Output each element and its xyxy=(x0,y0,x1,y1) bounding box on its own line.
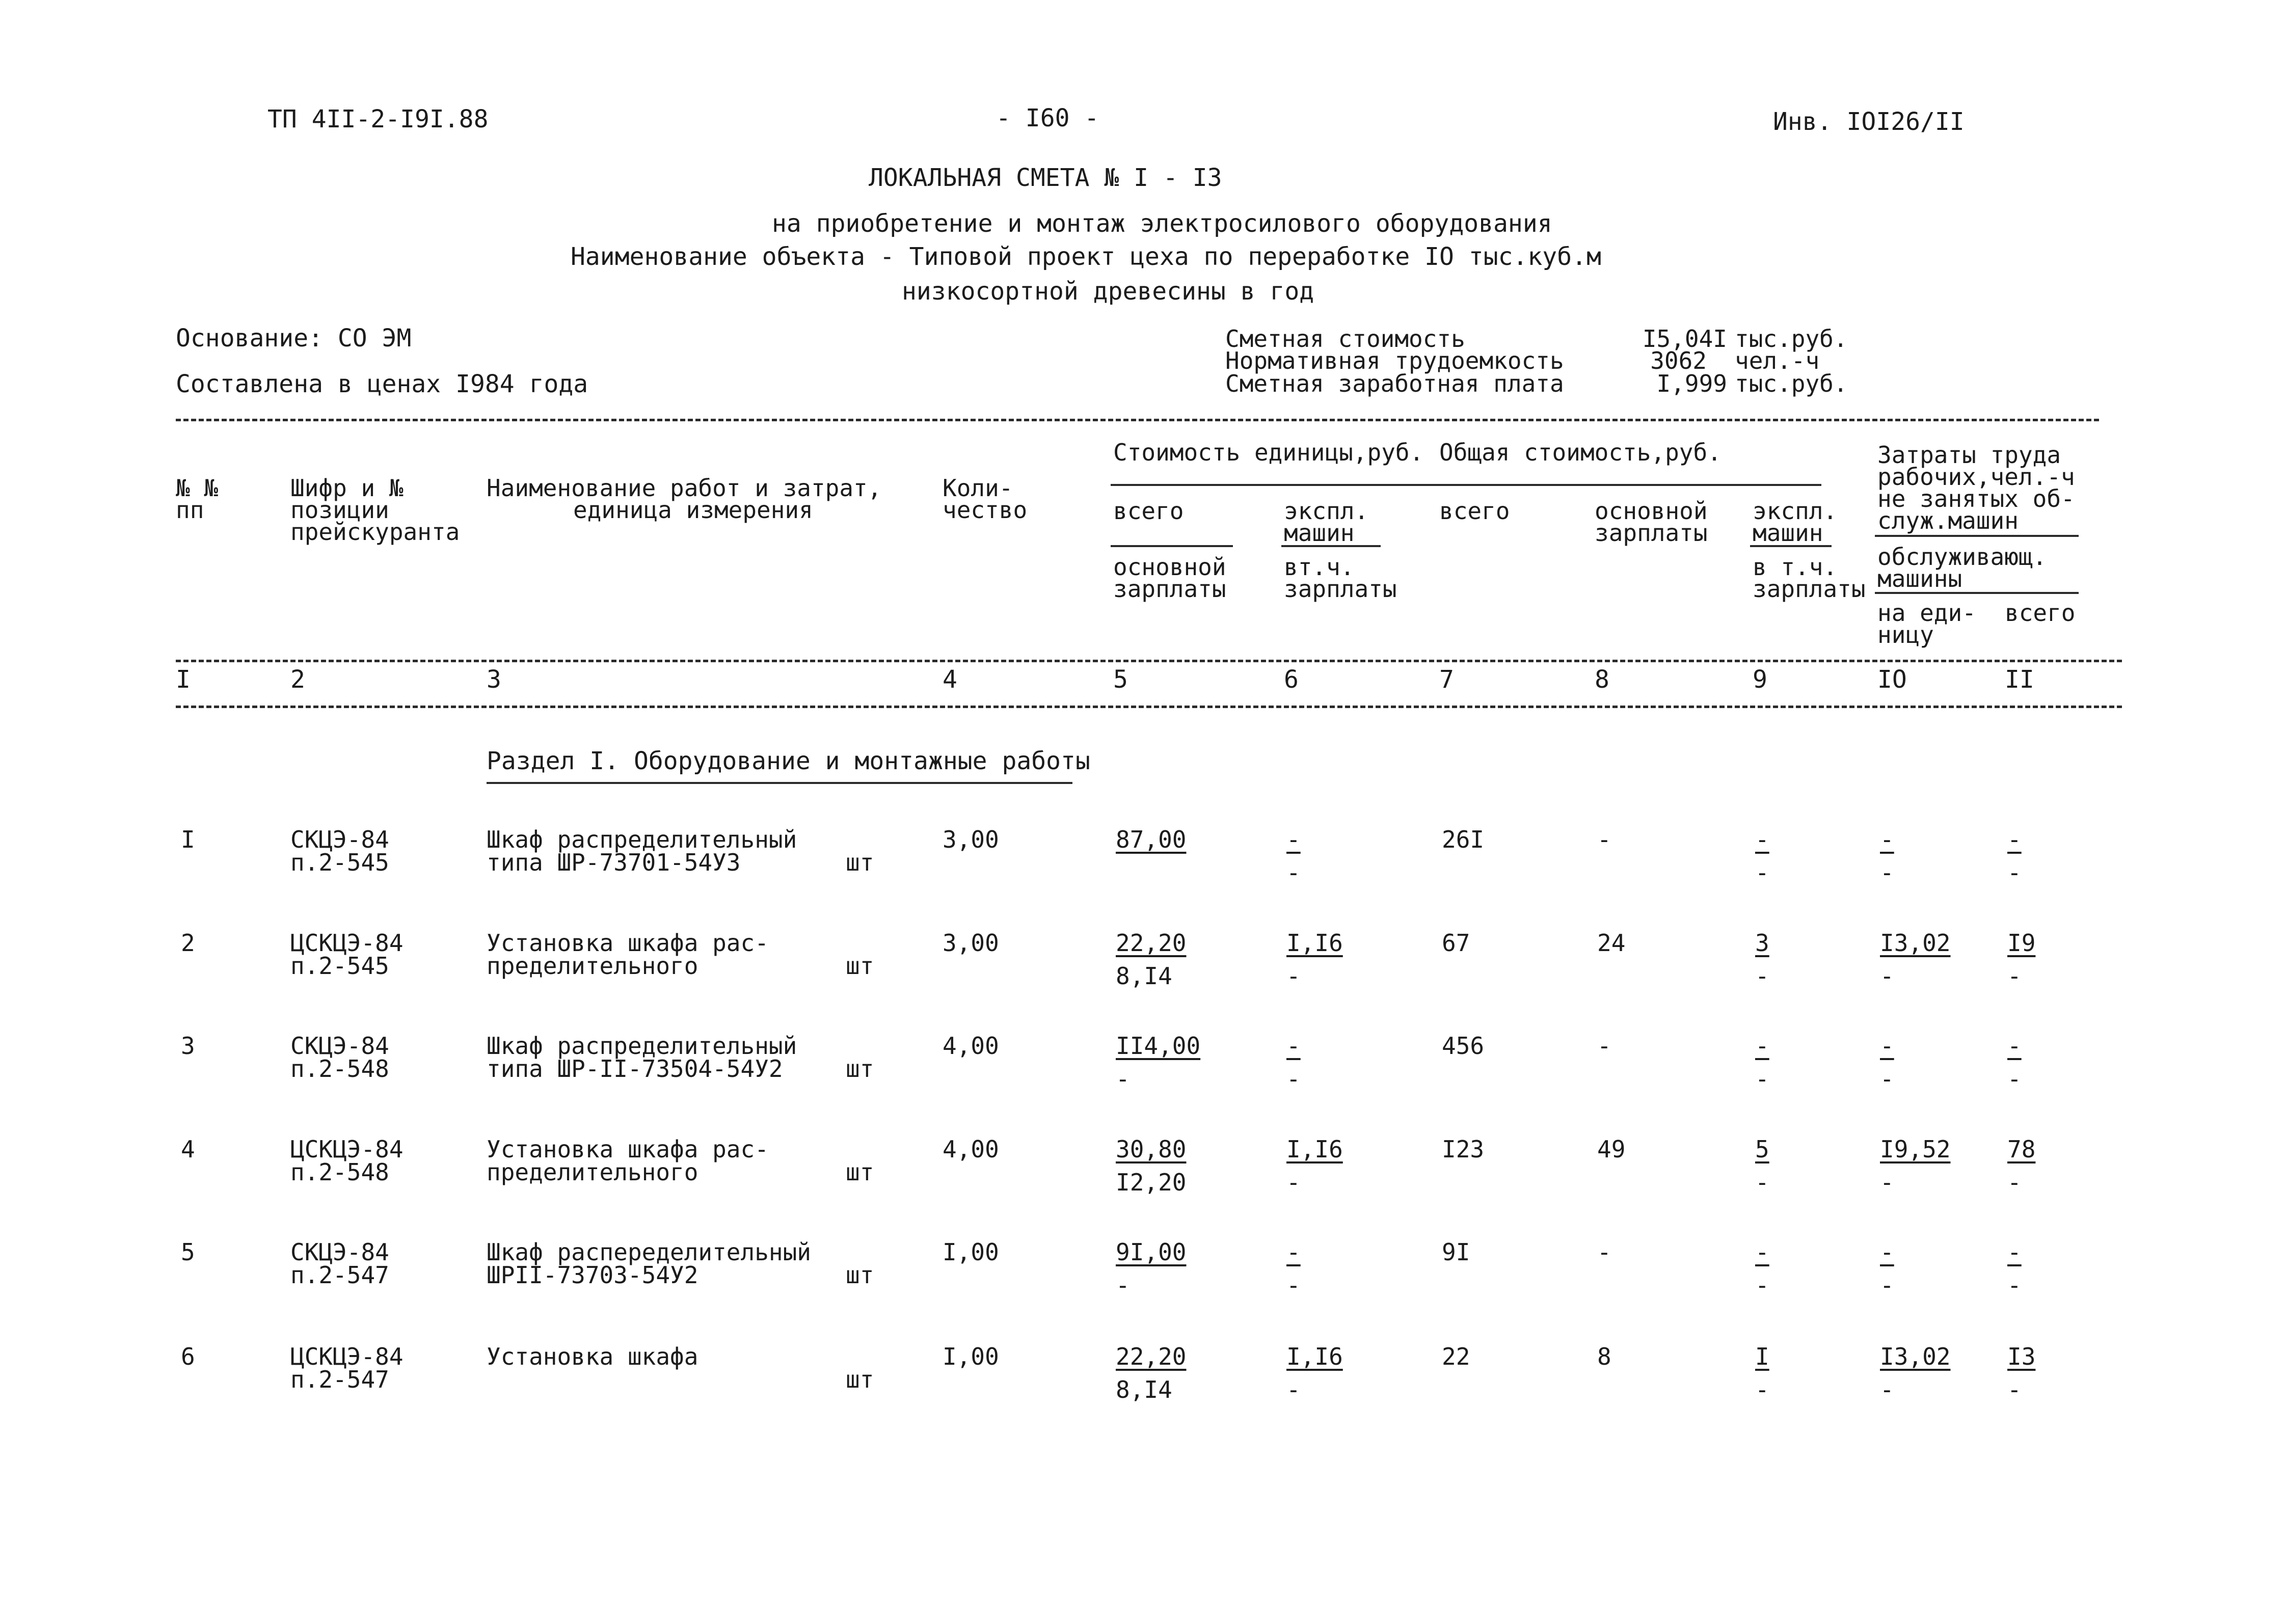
cell-unit-machine: - xyxy=(1286,1032,1301,1060)
section-title: Раздел I. Оборудование и монтажные работы xyxy=(487,747,1090,775)
col2-header: прейскуранта xyxy=(290,518,460,546)
cell-code: ЦСКЦЭ-84 xyxy=(290,1135,404,1163)
col4-header: Коли- xyxy=(943,474,1013,502)
cell-name: Установка шкафа xyxy=(487,1343,698,1370)
col5-header: всего xyxy=(1113,497,1184,525)
col3-header: Наименование работ и затрат, xyxy=(487,474,882,502)
cell-labor-total: - xyxy=(2007,1032,2022,1060)
cell-quantity: 4,00 xyxy=(943,1032,999,1060)
col6-header: экспл. xyxy=(1284,497,1369,525)
labor-sub-header: машины xyxy=(1877,565,1962,592)
cell-unit: шт xyxy=(846,1055,874,1082)
cell-number: 5 xyxy=(181,1238,195,1266)
cell-labor-per-unit: - xyxy=(1880,826,1894,853)
cell-unit-cost-total: 30,80 xyxy=(1116,1135,1187,1163)
cell-unit: шт xyxy=(846,1366,874,1393)
cell-code: СКЦЭ-84 xyxy=(290,826,389,853)
col8-header: основной xyxy=(1595,497,1708,525)
cell-labor-per-unit: I3,02 xyxy=(1880,1343,1951,1370)
cell-name: ШРII-73703-54У2 xyxy=(487,1261,698,1289)
col10-header: ницу xyxy=(1877,621,1934,648)
cell-code: ЦСКЦЭ-84 xyxy=(290,929,404,957)
cell-code: п.2-548 xyxy=(290,1055,389,1082)
cell-labor-per-unit-service: - xyxy=(1880,1271,1894,1299)
cell-code: СКЦЭ-84 xyxy=(290,1238,389,1266)
title-line-object-cont: низкосортной древесины в год xyxy=(902,277,1314,306)
section-title-rule xyxy=(487,782,1072,784)
cell-quantity: I,00 xyxy=(943,1343,999,1370)
labor-group-header: не занятых об- xyxy=(1877,485,2075,512)
cell-labor-per-unit: I3,02 xyxy=(1880,929,1951,957)
cell-total-machine: 3 xyxy=(1755,929,1769,957)
cell-unit-cost-wage: - xyxy=(1116,1271,1130,1299)
cell-name: типа ШР-II-73504-54У2 xyxy=(487,1055,783,1082)
cell-labor-per-unit-service: - xyxy=(1880,1169,1894,1196)
cell-total-machine: I xyxy=(1755,1343,1769,1370)
cell-unit-machine: I,I6 xyxy=(1286,1343,1343,1370)
cell-unit-cost-wage: 8,I4 xyxy=(1116,962,1172,990)
summary-label: Нормативная трудоемкость xyxy=(1225,347,1564,374)
col1-header: № № xyxy=(176,474,219,502)
cell-total-machine: 5 xyxy=(1755,1135,1769,1163)
cell-unit-machine: I,I6 xyxy=(1286,929,1343,957)
header-mid-rule xyxy=(176,660,2122,662)
col6-rule xyxy=(1281,545,1381,547)
col5-rule xyxy=(1111,545,1233,547)
title-line-purpose: на приобретение и монтаж электросилового оборудования xyxy=(772,209,1552,238)
col7-header: всего xyxy=(1439,497,1510,525)
cell-total-cost: 456 xyxy=(1442,1032,1485,1060)
cell-labor-per-unit-service: - xyxy=(1880,962,1894,990)
cell-unit-machine: - xyxy=(1286,826,1301,853)
cell-total-cost: 67 xyxy=(1442,929,1470,957)
col11-header: всего xyxy=(2005,599,2076,627)
column-number: II xyxy=(2005,665,2034,694)
cell-unit-machine-wage: - xyxy=(1286,859,1301,886)
title-line-object: Наименование объекта - Типовой проект цеха по переработке IO тыс.куб.м xyxy=(571,242,1601,271)
cell-name: типа ШР-73701-54У3 xyxy=(487,849,741,876)
col9-header: зарплаты xyxy=(1753,575,1866,603)
cell-unit-machine: I,I6 xyxy=(1286,1135,1343,1163)
labor-group-header: рабочих,чел.-ч xyxy=(1877,463,2075,491)
cell-number: 4 xyxy=(181,1135,195,1163)
cell-number: 2 xyxy=(181,929,195,957)
column-number: 5 xyxy=(1113,665,1128,694)
cell-name: Шкаф распределительный xyxy=(487,826,797,853)
cell-labor-total: - xyxy=(2007,826,2022,853)
col2-header: позиции xyxy=(290,496,389,524)
cell-total-wage: 49 xyxy=(1597,1135,1626,1163)
summary-unit: чел.-ч xyxy=(1735,347,1820,374)
summary-unit: тыс.руб. xyxy=(1735,325,1848,353)
cell-unit-machine-wage: - xyxy=(1286,1271,1301,1299)
cell-code: п.2-547 xyxy=(290,1366,389,1393)
cell-labor-total: 78 xyxy=(2007,1135,2036,1163)
cell-total-wage: - xyxy=(1597,826,1611,853)
col4-header: чество xyxy=(943,496,1028,524)
cell-unit-cost-total: 22,20 xyxy=(1116,929,1187,957)
cell-name: Установка шкафа рас- xyxy=(487,1135,769,1163)
cell-labor-per-unit-service: - xyxy=(1880,1376,1894,1403)
cell-labor-per-unit: - xyxy=(1880,1032,1894,1060)
col3-header: единица измерения xyxy=(573,496,813,524)
cell-name: пределительного xyxy=(487,1158,698,1186)
cell-labor-total-service: - xyxy=(2007,859,2022,886)
cell-total-cost: 26I xyxy=(1442,826,1485,853)
column-number: 3 xyxy=(487,665,501,694)
cell-labor-per-unit-service: - xyxy=(1880,859,1894,886)
cell-unit-cost-total: 87,00 xyxy=(1116,826,1187,853)
cell-name: Установка шкафа рас- xyxy=(487,929,769,957)
cell-total-wage: - xyxy=(1597,1032,1611,1060)
cell-unit: шт xyxy=(846,952,874,980)
basis-line: Основание: СО ЭМ xyxy=(176,324,412,353)
col9-header: машин xyxy=(1753,519,1823,547)
total-cost-group-header: Общая стоимость,руб. xyxy=(1439,439,1722,466)
cell-total-wage: - xyxy=(1597,1238,1611,1266)
page-number: - I60 - xyxy=(996,104,1099,132)
cell-quantity: I,00 xyxy=(943,1238,999,1266)
col6-header: машин xyxy=(1284,519,1355,547)
cell-number: 6 xyxy=(181,1343,195,1370)
header-bottom-rule xyxy=(176,706,2122,708)
col1-header: пп xyxy=(176,496,204,524)
col8-header: зарплаты xyxy=(1595,519,1708,547)
cell-total-machine-wage: - xyxy=(1755,1169,1769,1196)
summary-unit: тыс.руб. xyxy=(1735,370,1848,397)
cell-total-machine: - xyxy=(1755,1032,1769,1060)
cell-total-wage: 8 xyxy=(1597,1343,1611,1370)
cell-unit: шт xyxy=(846,1158,874,1186)
cell-unit: шт xyxy=(846,1261,874,1289)
column-number: 7 xyxy=(1439,665,1454,694)
cell-name: Шкаф распределительный xyxy=(487,1032,797,1060)
cell-code: п.2-545 xyxy=(290,849,389,876)
summary-value: I,999 xyxy=(1656,370,1727,397)
cell-unit-cost-total: 9I,00 xyxy=(1116,1238,1187,1266)
cell-number: 3 xyxy=(181,1032,195,1060)
cell-unit-cost-wage: - xyxy=(1116,1065,1130,1093)
col10-header: на еди- xyxy=(1877,599,1976,627)
cell-total-machine-wage: - xyxy=(1755,1271,1769,1299)
summary-value: 3062 xyxy=(1650,347,1707,374)
cell-labor-total-service: - xyxy=(2007,1376,2022,1403)
cell-total-machine: - xyxy=(1755,826,1769,853)
unit-cost-group-header: Стоимость единицы,руб. xyxy=(1113,439,1424,466)
cell-unit-cost-wage: I2,20 xyxy=(1116,1169,1187,1196)
column-number: 6 xyxy=(1284,665,1299,694)
cell-code: п.2-545 xyxy=(290,952,389,980)
col9-header: в т.ч. xyxy=(1753,553,1838,581)
cell-labor-total-service: - xyxy=(2007,962,2022,990)
cell-unit-cost-wage: 8,I4 xyxy=(1116,1376,1172,1403)
labor-sub-header: обслуживающ. xyxy=(1877,543,2047,571)
cell-total-machine-wage: - xyxy=(1755,859,1769,886)
cell-unit-machine-wage: - xyxy=(1286,962,1301,990)
cell-unit-machine-wage: - xyxy=(1286,1065,1301,1093)
cell-unit-cost-total: 22,20 xyxy=(1116,1343,1187,1370)
col9-rule xyxy=(1750,545,1832,547)
cell-total-machine-wage: - xyxy=(1755,962,1769,990)
header-top-rule xyxy=(176,419,2099,421)
cell-total-machine: - xyxy=(1755,1238,1769,1266)
column-number: I xyxy=(176,665,191,694)
cell-labor-total: - xyxy=(2007,1238,2022,1266)
group-rule xyxy=(1111,484,1821,486)
column-number: IO xyxy=(1877,665,1907,694)
cell-labor-total: I3 xyxy=(2007,1343,2036,1370)
cell-total-wage: 24 xyxy=(1597,929,1626,957)
cell-code: СКЦЭ-84 xyxy=(290,1032,389,1060)
cell-unit: шт xyxy=(846,849,874,876)
prices-line: Составлена в ценах I984 года xyxy=(176,370,588,398)
cell-labor-total-service: - xyxy=(2007,1169,2022,1196)
col5-header: зарплаты xyxy=(1113,575,1226,603)
cell-unit-machine: - xyxy=(1286,1238,1301,1266)
cell-quantity: 3,00 xyxy=(943,826,999,853)
cell-quantity: 3,00 xyxy=(943,929,999,957)
cell-unit-machine-wage: - xyxy=(1286,1376,1301,1403)
col2-header: Шифр и № xyxy=(290,474,404,502)
cell-total-cost: 9I xyxy=(1442,1238,1470,1266)
column-number: 4 xyxy=(943,665,957,694)
col6-header: зарплаты xyxy=(1284,575,1397,603)
cell-quantity: 4,00 xyxy=(943,1135,999,1163)
col5-header: основной xyxy=(1113,553,1226,581)
estimate-title: ЛОКАЛЬНАЯ СМЕТА № I - I3 xyxy=(869,164,1222,192)
cell-name: Шкаф распеределительный xyxy=(487,1238,811,1266)
labor-group-header: служ.машин xyxy=(1877,507,2019,534)
summary-label: Сметная стоимость xyxy=(1225,325,1465,353)
cell-labor-total: I9 xyxy=(2007,929,2036,957)
cell-unit-cost-total: II4,00 xyxy=(1116,1032,1201,1060)
document-code: ТП 4II-2-I9I.88 xyxy=(267,105,489,133)
cell-labor-total-service: - xyxy=(2007,1271,2022,1299)
cell-labor-per-unit-service: - xyxy=(1880,1065,1894,1093)
cell-labor-per-unit: I9,52 xyxy=(1880,1135,1951,1163)
cell-labor-per-unit: - xyxy=(1880,1238,1894,1266)
inventory-number: Инв. IOI26/II xyxy=(1773,107,1965,136)
cell-code: п.2-547 xyxy=(290,1261,389,1289)
labor-rule xyxy=(1875,535,2079,537)
summary-label: Сметная заработная плата xyxy=(1225,370,1564,397)
column-number: 8 xyxy=(1595,665,1609,694)
labor-group-header: Затраты труда xyxy=(1877,441,2061,469)
cell-code: п.2-548 xyxy=(290,1158,389,1186)
cell-total-cost: I23 xyxy=(1442,1135,1485,1163)
column-number: 2 xyxy=(290,665,305,694)
column-number: 9 xyxy=(1753,665,1767,694)
summary-value: I5,04I xyxy=(1642,325,1727,353)
cell-total-machine-wage: - xyxy=(1755,1065,1769,1093)
col9-header: экспл. xyxy=(1753,497,1838,525)
cell-unit-machine-wage: - xyxy=(1286,1169,1301,1196)
cell-labor-total-service: - xyxy=(2007,1065,2022,1093)
cell-code: ЦСКЦЭ-84 xyxy=(290,1343,404,1370)
cell-number: I xyxy=(181,826,195,853)
labor-sub-rule xyxy=(1875,592,2079,594)
cell-name: пределительного xyxy=(487,952,698,980)
cell-total-cost: 22 xyxy=(1442,1343,1470,1370)
cell-total-machine-wage: - xyxy=(1755,1376,1769,1403)
col6-header: вт.ч. xyxy=(1284,553,1355,581)
